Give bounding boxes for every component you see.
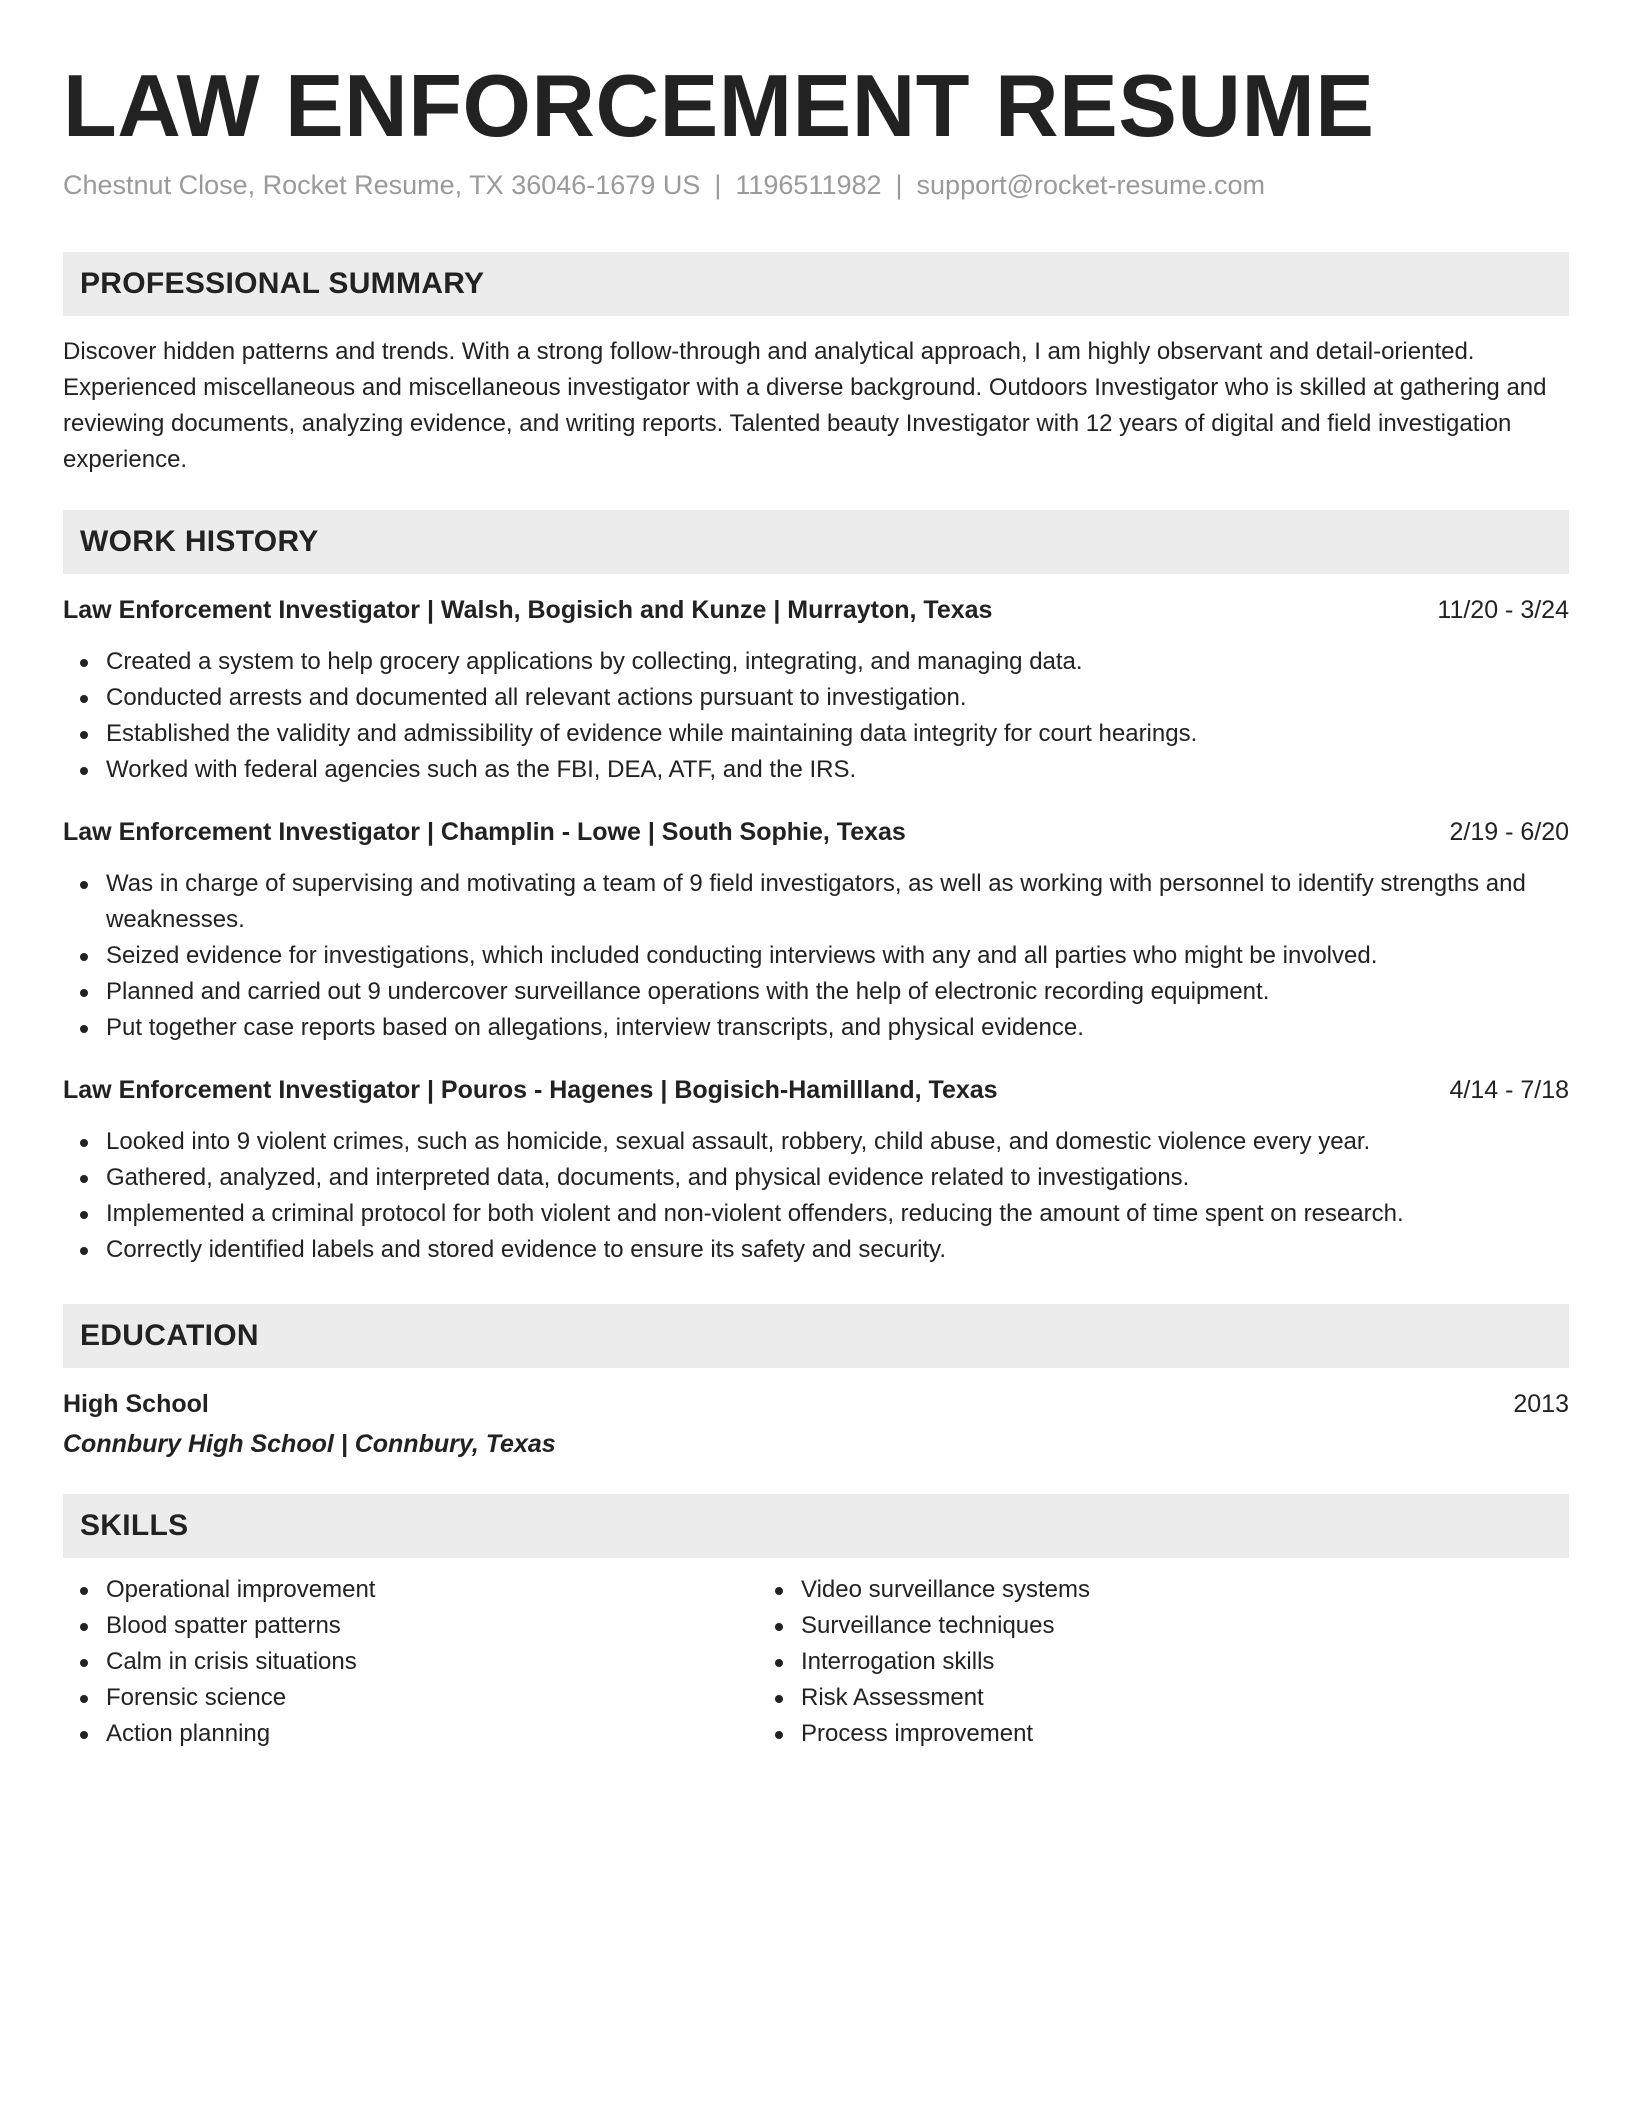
education-entry bbox=[63, 1386, 1569, 1422]
job-header bbox=[63, 814, 1569, 850]
job-bullet: Established the validity and admissibility of evidence while maintaining data integrity for court hearings. bbox=[106, 716, 1569, 752]
contact-phone: 1196511982 bbox=[735, 169, 882, 200]
skill-item: Operational improvement bbox=[106, 1572, 758, 1608]
job-bullet: Conducted arrests and documented all relevant actions pursuant to investigation. bbox=[106, 680, 1569, 716]
section-heading-education: EDUCATION bbox=[63, 1304, 1569, 1368]
bullet-dot-icon bbox=[775, 1659, 783, 1667]
contact-line bbox=[63, 169, 1569, 201]
bullet-dot-icon bbox=[80, 1175, 88, 1183]
bullet-dot-icon bbox=[80, 1247, 88, 1255]
education-year: 2013 bbox=[1513, 1390, 1569, 1419]
bullet-dot-icon bbox=[775, 1731, 783, 1739]
skills-list-left bbox=[63, 1572, 758, 1752]
contact-separator: | bbox=[895, 169, 903, 200]
bullet-dot-icon bbox=[80, 1623, 88, 1631]
job-title: Law Enforcement Investigator | Pouros - Hagenes | Bogisich-Hamillland, Texas bbox=[63, 1076, 998, 1105]
skill-item: Interrogation skills bbox=[801, 1644, 1458, 1680]
skill-item: Risk Assessment bbox=[801, 1680, 1458, 1716]
job-bullet: Worked with federal agencies such as the FBI, DEA, ATF, and the IRS. bbox=[106, 752, 1569, 788]
skills-list-right bbox=[758, 1572, 1458, 1752]
job-title: Law Enforcement Investigator | Champlin - Lowe | South Sophie, Texas bbox=[63, 818, 906, 847]
job-dates: 2/19 - 6/20 bbox=[1449, 818, 1569, 847]
job-bullet: Gathered, analyzed, and interpreted data, documents, and physical evidence related to investigations. bbox=[106, 1160, 1569, 1196]
job-entry bbox=[63, 814, 1569, 1046]
bullet-dot-icon bbox=[80, 1587, 88, 1595]
job-bullet: Was in charge of supervising and motivating a team of 9 field investigators, as well as working with personnel to identify strengths and weaknesses. bbox=[106, 866, 1569, 938]
skill-item: Action planning bbox=[106, 1716, 758, 1752]
bullet-dot-icon bbox=[80, 767, 88, 775]
section-heading-skills: SKILLS bbox=[63, 1494, 1569, 1558]
bullet-dot-icon bbox=[80, 695, 88, 703]
bullet-dot-icon bbox=[80, 1731, 88, 1739]
bullet-dot-icon bbox=[80, 881, 88, 889]
job-dates: 4/14 - 7/18 bbox=[1449, 1076, 1569, 1105]
bullet-dot-icon bbox=[775, 1623, 783, 1631]
bullet-dot-icon bbox=[80, 953, 88, 961]
bullet-dot-icon bbox=[775, 1587, 783, 1595]
job-bullets bbox=[63, 1124, 1569, 1268]
resume-title: LAW ENFORCEMENT RESUME bbox=[63, 56, 1375, 155]
bullet-dot-icon bbox=[775, 1695, 783, 1703]
job-dates: 11/20 - 3/24 bbox=[1437, 596, 1569, 625]
contact-address: Chestnut Close, Rocket Resume, TX 36046-1679 US bbox=[63, 169, 701, 200]
job-bullets bbox=[63, 866, 1569, 1046]
contact-separator: | bbox=[714, 169, 722, 200]
job-bullets bbox=[63, 644, 1569, 788]
job-bullet: Seized evidence for investigations, which included conducting interviews with any and all parties who might be involved. bbox=[106, 938, 1569, 974]
job-bullet: Created a system to help grocery applications by collecting, integrating, and managing data. bbox=[106, 644, 1569, 680]
skill-item: Surveillance techniques bbox=[801, 1608, 1458, 1644]
job-bullet: Put together case reports based on allegations, interview transcripts, and physical evidence. bbox=[106, 1010, 1569, 1046]
bullet-dot-icon bbox=[80, 1211, 88, 1219]
summary-text: Discover hidden patterns and trends. With a strong follow-through and analytical approach, I am highly observant and detail-oriented. Experienced miscellaneous and miscellaneous investigator with a diverse background. Outdoors Investigator who is skilled at gathering and reviewing documents, analyzing evidence, and writing reports. Talented beauty Investigator with 12 years of digital and field investigation experience. bbox=[63, 338, 1547, 474]
bullet-dot-icon bbox=[80, 659, 88, 667]
bullet-dot-icon bbox=[80, 1025, 88, 1033]
education-school: Connbury High School | Connbury, Texas bbox=[63, 1430, 556, 1459]
bullet-dot-icon bbox=[80, 1659, 88, 1667]
section-heading-work-history: WORK HISTORY bbox=[63, 510, 1569, 574]
skill-item: Calm in crisis situations bbox=[106, 1644, 758, 1680]
job-bullet: Correctly identified labels and stored evidence to ensure its safety and security. bbox=[106, 1232, 1569, 1268]
job-header bbox=[63, 592, 1569, 628]
job-entry bbox=[63, 1072, 1569, 1268]
bullet-dot-icon bbox=[80, 989, 88, 997]
bullet-dot-icon bbox=[80, 731, 88, 739]
bullet-dot-icon bbox=[80, 1695, 88, 1703]
skill-item: Video surveillance systems bbox=[801, 1572, 1458, 1608]
job-entry bbox=[63, 592, 1569, 788]
job-bullet: Planned and carried out 9 undercover surveillance operations with the help of electronic recording equipment. bbox=[106, 974, 1569, 1010]
job-header bbox=[63, 1072, 1569, 1108]
education-degree: High School bbox=[63, 1390, 209, 1419]
job-bullet: Looked into 9 violent crimes, such as homicide, sexual assault, robbery, child abuse, and domestic violence every year. bbox=[106, 1124, 1569, 1160]
job-title: Law Enforcement Investigator | Walsh, Bogisich and Kunze | Murrayton, Texas bbox=[63, 596, 993, 625]
skill-item: Process improvement bbox=[801, 1716, 1458, 1752]
job-bullet: Implemented a criminal protocol for both violent and non-violent offenders, reducing the amount of time spent on research. bbox=[106, 1196, 1569, 1232]
section-heading-summary: PROFESSIONAL SUMMARY bbox=[63, 252, 1569, 316]
bullet-dot-icon bbox=[80, 1139, 88, 1147]
skills-columns bbox=[63, 1572, 1569, 1752]
contact-email: support@rocket-resume.com bbox=[916, 169, 1266, 200]
skill-item: Blood spatter patterns bbox=[106, 1608, 758, 1644]
skill-item: Forensic science bbox=[106, 1680, 758, 1716]
